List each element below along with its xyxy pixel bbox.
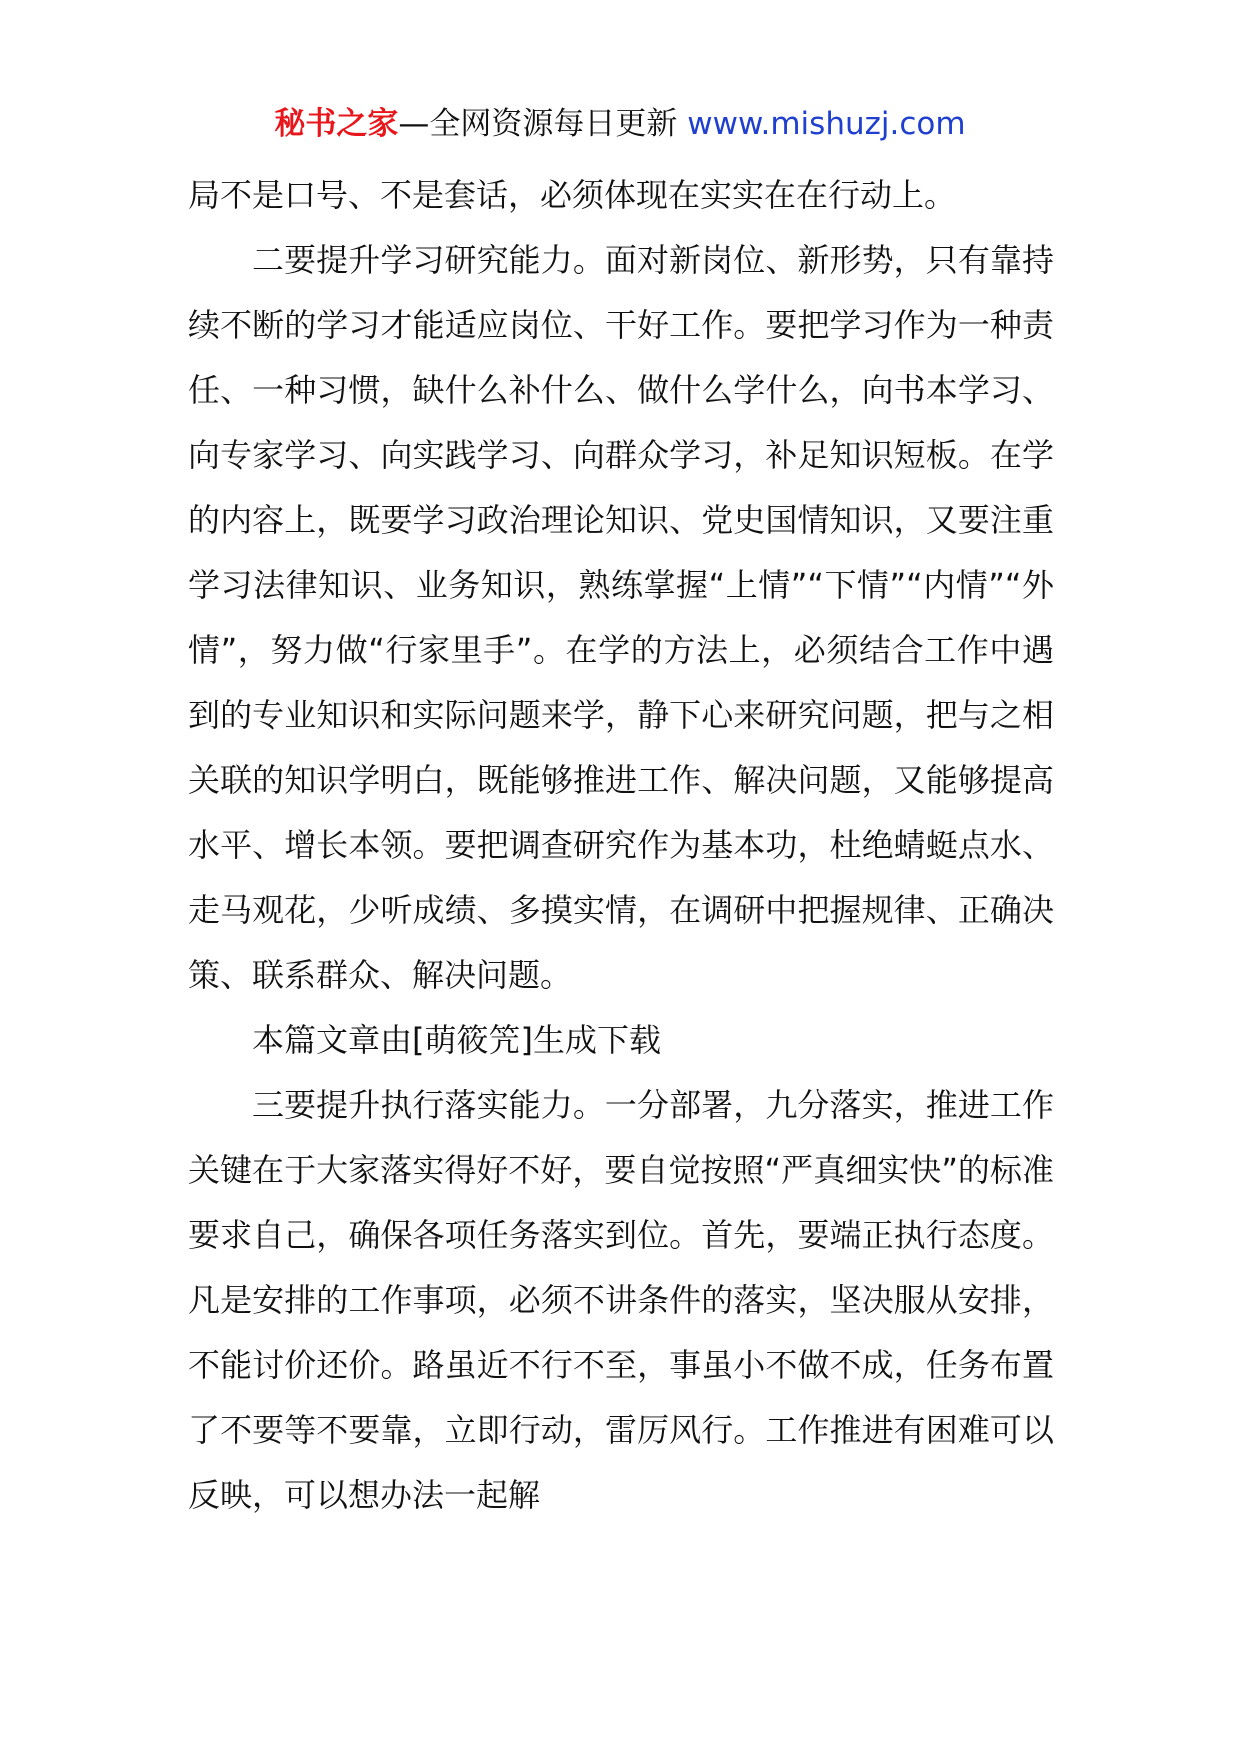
website-link[interactable]: www.mishuzj.com xyxy=(687,106,966,142)
document-body xyxy=(188,163,1054,1528)
paragraph-continued: 局不是口号、不是套话，必须体现在实实在在行动上。 xyxy=(188,176,957,214)
page-header xyxy=(0,100,1240,148)
paragraph-generation-note: 本篇文章由[萌筱笐]生成下载 xyxy=(252,1021,661,1059)
header-tagline: —全网资源每日更新 xyxy=(398,106,688,142)
brand-name: 秘书之家 xyxy=(274,106,399,142)
paragraph-execution: 三要提升执行落实能力。一分部署，九分落实，推进工作关键在于大家落实得好不好，要自觉按照“严真细实快”的标准要求自己，确保各项任务落实到位。首先，要端正执行态度。凡是安排的工作事项，必须不讲条件的落实，坚决服从安排，不能讨价还价。路虽近不行不至，事虽小不做不成，任务布置了不要等不要靠，立即行动，雷厉风行。工作推进有困难可以反映，可以想办法一起解 xyxy=(188,1086,1054,1514)
paragraph-learning-research: 二要提升学习研究能力。面对新岗位、新形势，只有靠持续不断的学习才能适应岗位、干好工作。要把学习作为一种责任、一种习惯，缺什么补什么、做什么学什么，向书本学习、向专家学习、向实践学习、向群众学习，补足知识短板。在学的内容上，既要学习政治理论知识、党史国情知识，又要注重学习法律知识、业务知识，熟练掌握“上情”“下情”“内情”“外情”，努力做“行家里手”。在学的方法上，必须结合工作中遇到的专业知识和实际问题来学，静下心来研究问题，把与之相关联的知识学明白，既能够推进工作、解决问题，又能够提高水平、增长本领。要把调查研究作为基本功，杜绝蜻蜓点水、走马观花，少听成绩、多摸实情，在调研中把握规律、正确决策、联系群众、解决问题。 xyxy=(188,241,1054,994)
